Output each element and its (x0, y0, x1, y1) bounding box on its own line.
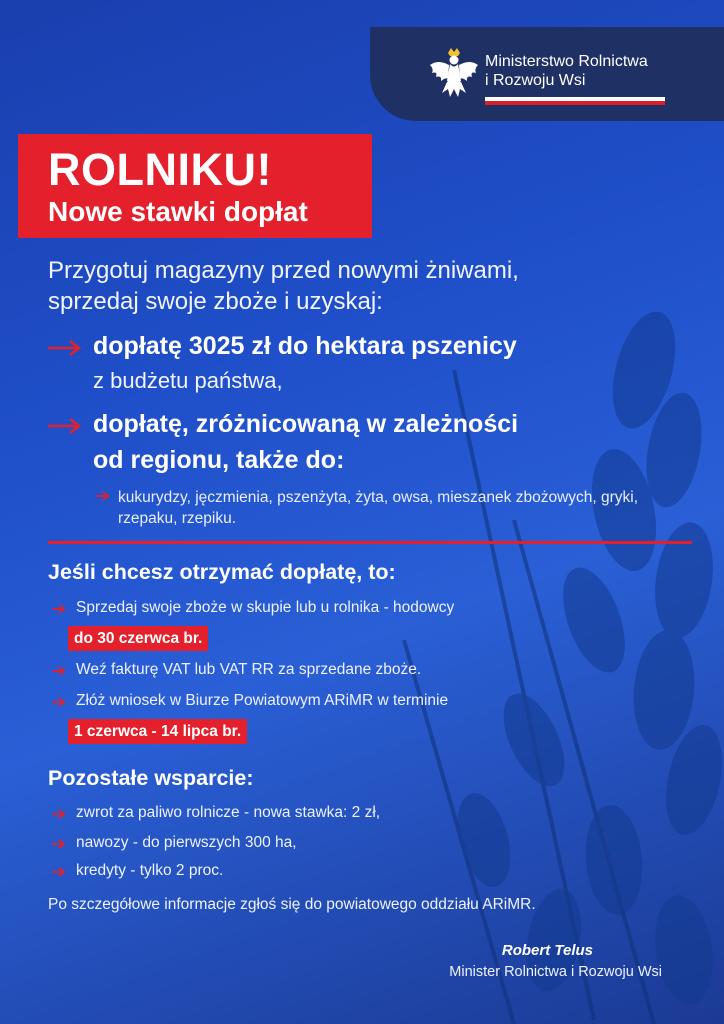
benefit-1-line1: dopłatę 3025 zł do hektara pszenicy (93, 332, 517, 360)
ministry-name-line2: i Rozwoju Wsi (485, 72, 586, 89)
benefit-1-line2: z budżetu państwa, (93, 368, 283, 393)
arrow-right-icon (52, 809, 66, 819)
signer-name: Robert Telus (501, 942, 593, 959)
title-box (18, 134, 372, 238)
support-item-fuel: zwrot za paliwo rolnicze - nowa stawka: 2 zł, (76, 804, 381, 821)
step-3-text: Złóż wniosek w Biurze Powiatowym ARiMR w terminie (76, 692, 449, 709)
support-item-fertilizers: nawozy - do pierwszych 300 ha, (76, 834, 297, 851)
benefit-2-line2: od regionu, także do: (93, 446, 345, 474)
step-1-text: Sprzedaj swoje zboże w skupie lub u rolnika - hodowcy (76, 599, 455, 616)
intro-text (48, 255, 519, 317)
footer-info: Po szczegółowe informacje zgłoś się do powiatowego oddziału ARiMR. (48, 896, 536, 913)
ministry-header (370, 27, 724, 121)
divider (48, 541, 692, 544)
support-item-credits: kredyty - tylko 2 proc. (76, 862, 224, 879)
other-support-heading: Pozostałe wsparcie: (48, 766, 254, 790)
intro-line1: Przygotuj magazyny przed nowymi żniwami, (48, 257, 519, 284)
arrow-right-icon (52, 604, 66, 614)
step-1-deadline-badge: do 30 czerwca br. (68, 626, 208, 651)
ministry-name-line1: Ministerstwo Rolnictwa (485, 53, 648, 70)
benefit-2-line1: dopłatę, zróżnicowaną w zależności (93, 410, 519, 438)
step-2-text: Weź fakturę VAT lub VAT RR za sprzedane zboże. (76, 661, 422, 678)
arrow-right-icon (48, 340, 82, 356)
intro-line2: sprzedaj swoje zboże i uzyskaj: (48, 288, 383, 315)
page-title: ROLNIKU! (48, 144, 272, 195)
step-3-deadline-badge: 1 czerwca - 14 lipca br. (68, 719, 247, 744)
polish-flag-bar (485, 97, 665, 105)
eagle-emblem-icon (428, 47, 480, 103)
conditions-heading: Jeśli chcesz otrzymać dopłatę, to: (48, 560, 396, 584)
page-subtitle: Nowe stawki dopłat (48, 196, 308, 227)
arrow-right-icon (52, 867, 66, 877)
signer-title: Minister Rolnictwa i Rozwoju Wsi (449, 964, 662, 980)
arrow-right-icon (52, 697, 66, 707)
arrow-right-icon (96, 491, 110, 501)
ministry-name (485, 52, 648, 90)
arrow-right-icon (52, 839, 66, 849)
crops-list: kukurydzy, jęczmienia, pszenżyta, żyta, owsa, mieszanek zbożowych, gryki, rzepaku, rzepiku. (118, 489, 639, 527)
arrow-right-icon (52, 666, 66, 676)
arrow-right-icon (48, 418, 82, 434)
